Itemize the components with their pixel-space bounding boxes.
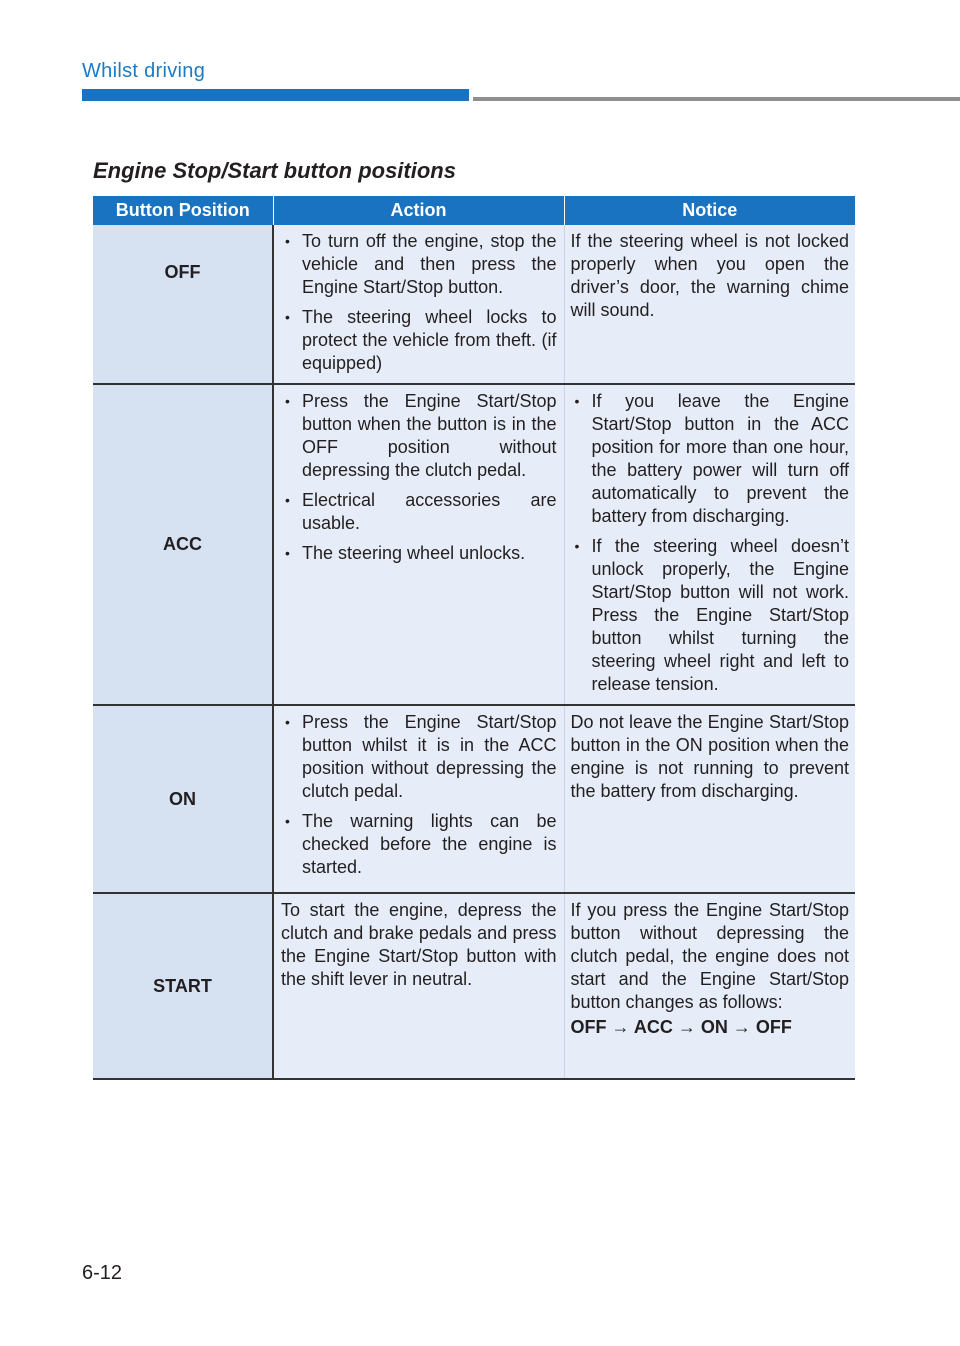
column-header-notice: Notice bbox=[564, 196, 855, 225]
action-cell bbox=[273, 384, 564, 705]
page-number: 6-12 bbox=[82, 1262, 123, 1284]
list-item: • If the steering wheel doesn’t unlock properly, the Engine Start/Stop button will not work. Press the Engine Start/Stop button whilst turning the steering wheel right and left to release tension. bbox=[571, 535, 850, 696]
position-label: OFF bbox=[164, 261, 201, 282]
notice-cell bbox=[564, 384, 855, 705]
column-header-action: Action bbox=[273, 196, 564, 225]
header-rule-gray bbox=[473, 97, 960, 101]
action-text: To start the engine, depress the clutch and brake pedals and press the Engine Start/Stop button with the shift lever in neutral. bbox=[281, 900, 557, 989]
position-label: ON bbox=[169, 788, 196, 809]
button-positions-table bbox=[93, 196, 855, 1080]
table-row-start bbox=[93, 893, 855, 1079]
position-cell bbox=[93, 705, 273, 893]
notice-text: Do not leave the Engine Start/Stop button in the ON position when the engine is not running to prevent the battery from discharging. bbox=[570, 712, 849, 801]
notice-cell bbox=[564, 893, 855, 1079]
notice-cell bbox=[564, 225, 855, 384]
position-cell bbox=[93, 225, 273, 384]
table-row-on bbox=[93, 705, 855, 893]
position-label: ACC bbox=[163, 534, 202, 554]
page-heading: Engine Stop/Start button positions bbox=[93, 158, 456, 183]
list-item: • Press the Engine Start/Stop button when the button is in the OFF position without depressing the clutch pedal. bbox=[281, 390, 557, 482]
list-item: • To turn off the engine, stop the vehicle and then press the Engine Start/Stop button. bbox=[281, 230, 557, 299]
notice-text: If the steering wheel is not locked properly when you open the driver’s door, the warning chime will sound. bbox=[570, 231, 849, 320]
notice-list bbox=[571, 390, 850, 696]
notice-text: If you press the Engine Start/Stop button without depressing the clutch pedal, the engine does not start and the Engine Start/Stop button changes as follows: bbox=[570, 900, 849, 1012]
list-item: • If you leave the Engine Start/Stop button in the ACC position for more than one hour, the battery power will turn off automatically to prevent the battery from discharging. bbox=[571, 390, 850, 528]
action-list bbox=[281, 390, 557, 565]
action-list bbox=[281, 230, 557, 375]
action-list bbox=[281, 711, 557, 879]
action-cell bbox=[273, 225, 564, 384]
section-title: Whilst driving bbox=[82, 60, 206, 82]
list-item: • Electrical accessories are usable. bbox=[281, 489, 557, 535]
position-label: START bbox=[153, 975, 212, 996]
action-cell bbox=[273, 893, 564, 1079]
position-cell bbox=[93, 384, 273, 705]
column-header-position: Button Position bbox=[93, 196, 273, 225]
list-item: • The steering wheel locks to protect the vehicle from theft. (if equipped) bbox=[281, 306, 557, 375]
header-rule-blue bbox=[82, 89, 469, 101]
list-item: • The warning lights can be checked before the engine is started. bbox=[281, 810, 557, 879]
list-item: • The steering wheel unlocks. bbox=[281, 542, 557, 565]
notice-cell bbox=[564, 705, 855, 893]
notice-sequence: OFF → ACC → ON → OFF bbox=[570, 1017, 792, 1037]
action-cell bbox=[273, 705, 564, 893]
table-row-off bbox=[93, 225, 855, 384]
table-header-row bbox=[93, 196, 855, 225]
table-row-acc bbox=[93, 384, 855, 705]
list-item: • Press the Engine Start/Stop button whilst it is in the ACC position without depressing the clutch pedal. bbox=[281, 711, 557, 803]
position-cell bbox=[93, 893, 273, 1079]
